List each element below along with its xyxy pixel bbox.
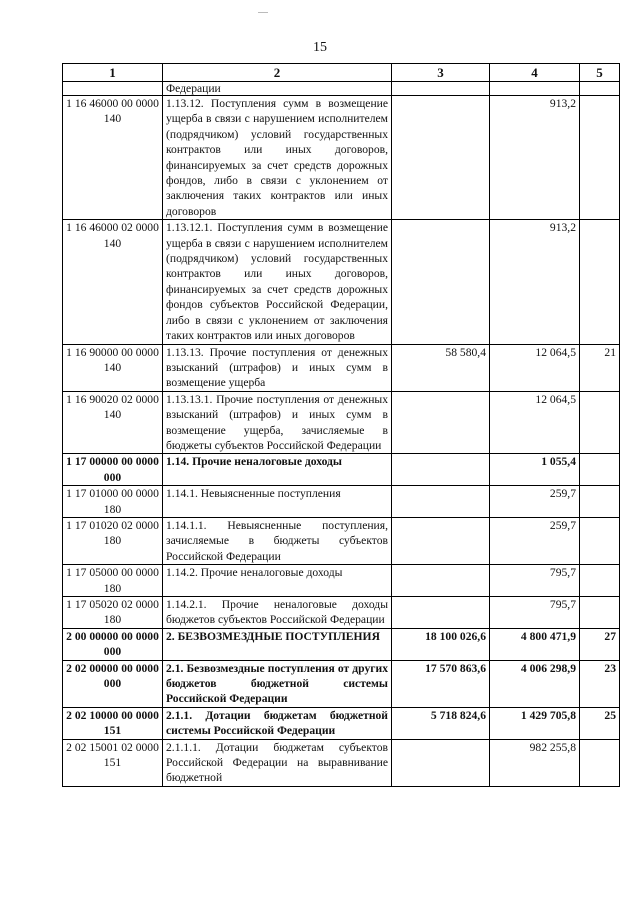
row-description: 1.14.1.1. Невыясненные поступления, зачисляемые в бюджеты субъектов Российской Федерации (163, 517, 392, 564)
row-actual-value: 913,2 (490, 220, 580, 344)
row-plan-value (392, 82, 490, 96)
row-plan-value (392, 220, 490, 344)
row-actual-value: 4 006 298,9 (490, 660, 580, 707)
row-actual-value: 259,7 (490, 517, 580, 564)
row-code: 1 16 90020 02 0000 140 (63, 391, 163, 454)
row-description: 1.14. Прочие неналоговые доходы (163, 454, 392, 486)
row-description: 2.1. Безвозмездные поступления от других бюджетов бюджетной системы Российской Федерации (163, 660, 392, 707)
row-plan-value (392, 454, 490, 486)
row-plan-value: 18 100 026,6 (392, 628, 490, 660)
table-row (63, 486, 620, 518)
row-plan-value (392, 486, 490, 518)
row-plan-value (392, 517, 490, 564)
row-percent: 27 (580, 628, 620, 660)
row-description: 2.1.1. Дотации бюджетам бюджетной системы Российской Федерации (163, 707, 392, 739)
row-plan-value (392, 391, 490, 454)
row-percent (580, 220, 620, 344)
row-description: 1.13.13.1. Прочие поступления от денежных взысканий (штрафов) и иных сумм в возмещение ущерба, зачисляемые в бюджеты субъектов Российской Федерации (163, 391, 392, 454)
header-col-3: 3 (392, 64, 490, 82)
row-code: 2 02 15001 02 0000 151 (63, 739, 163, 786)
row-percent (580, 517, 620, 564)
row-description: 1.13.12.1. Поступления сумм в возмещение ущерба в связи с нарушением исполнителем (подрядчиком) условий государственных контрактов или иных договоров, финансируемых за счет средств дорожных фондов субъектов Российской Федерации, либо в связи с уклонением от заключения таких контрактов или иных договоров (163, 220, 392, 344)
row-actual-value: 795,7 (490, 565, 580, 597)
scan-mark (258, 12, 268, 13)
page-number: 15 (313, 40, 327, 55)
row-plan-value (392, 739, 490, 786)
row-description: 1.14.2.1. Прочие неналоговые доходы бюджетов субъектов Российской Федерации (163, 597, 392, 629)
row-percent (580, 486, 620, 518)
row-code: 1 17 00000 00 0000 000 (63, 454, 163, 486)
row-description: 1.13.12. Поступления сумм в возмещение ущерба в связи с нарушением исполнителем (подрядчиком) условий государственных контрактов или иных договоров, финансируемых за счет средств дорожных фондов, либо в связи с уклонением от заключения таких контрактов или иных договоров (163, 96, 392, 220)
header-col-2: 2 (163, 64, 392, 82)
row-percent (580, 454, 620, 486)
row-description: 1.14.2. Прочие неналоговые доходы (163, 565, 392, 597)
row-actual-value: 12 064,5 (490, 344, 580, 391)
table-row (63, 597, 620, 629)
row-code: 1 17 01020 02 0000 180 (63, 517, 163, 564)
table-row (63, 391, 620, 454)
row-plan-value: 17 570 863,6 (392, 660, 490, 707)
row-description: 1.14.1. Невыясненные поступления (163, 486, 392, 518)
row-percent (580, 82, 620, 96)
table-row (63, 660, 620, 707)
header-col-4: 4 (490, 64, 580, 82)
row-actual-value: 795,7 (490, 597, 580, 629)
row-code (63, 82, 163, 96)
row-actual-value: 1 429 705,8 (490, 707, 580, 739)
row-plan-value (392, 565, 490, 597)
row-percent: 25 (580, 707, 620, 739)
header-col-5: 5 (580, 64, 620, 82)
table-row (63, 565, 620, 597)
row-description: 2.1.1.1. Дотации бюджетам субъектов Российской Федерации на выравнивание бюджетной (163, 739, 392, 786)
row-code: 1 16 46000 02 0000 140 (63, 220, 163, 344)
row-actual-value: 913,2 (490, 96, 580, 220)
row-code: 2 02 00000 00 0000 000 (63, 660, 163, 707)
row-code: 2 02 10000 00 0000 151 (63, 707, 163, 739)
row-code: 1 16 46000 00 0000 140 (63, 96, 163, 220)
row-plan-value: 58 580,4 (392, 344, 490, 391)
row-percent (580, 739, 620, 786)
row-percent: 21 (580, 344, 620, 391)
row-percent (580, 565, 620, 597)
row-code: 1 17 05000 00 0000 180 (63, 565, 163, 597)
row-code: 2 00 00000 00 0000 000 (63, 628, 163, 660)
row-code: 1 17 01000 00 0000 180 (63, 486, 163, 518)
row-percent (580, 391, 620, 454)
table-row (63, 517, 620, 564)
table-row (63, 739, 620, 786)
table-header-row (63, 64, 620, 82)
row-description: 2. БЕЗВОЗМЕЗДНЫЕ ПОСТУПЛЕНИЯ (163, 628, 392, 660)
row-actual-value (490, 82, 580, 96)
budget-revenue-table (62, 63, 620, 787)
row-actual-value: 4 800 471,9 (490, 628, 580, 660)
row-code: 1 16 90000 00 0000 140 (63, 344, 163, 391)
row-code: 1 17 05020 02 0000 180 (63, 597, 163, 629)
row-actual-value: 12 064,5 (490, 391, 580, 454)
table-row (63, 220, 620, 344)
row-plan-value: 5 718 824,6 (392, 707, 490, 739)
table-row (63, 454, 620, 486)
row-actual-value: 982 255,8 (490, 739, 580, 786)
table-row (63, 96, 620, 220)
row-plan-value (392, 96, 490, 220)
table-row (63, 707, 620, 739)
row-description: 1.13.13. Прочие поступления от денежных взысканий (штрафов) и иных сумм в возмещение ущерба (163, 344, 392, 391)
table-row (63, 82, 620, 96)
row-actual-value: 259,7 (490, 486, 580, 518)
header-col-1: 1 (63, 64, 163, 82)
row-plan-value (392, 597, 490, 629)
row-actual-value: 1 055,4 (490, 454, 580, 486)
table-row (63, 628, 620, 660)
table-row (63, 344, 620, 391)
row-percent: 23 (580, 660, 620, 707)
row-percent (580, 96, 620, 220)
row-percent (580, 597, 620, 629)
row-description: Федерации (163, 82, 392, 96)
